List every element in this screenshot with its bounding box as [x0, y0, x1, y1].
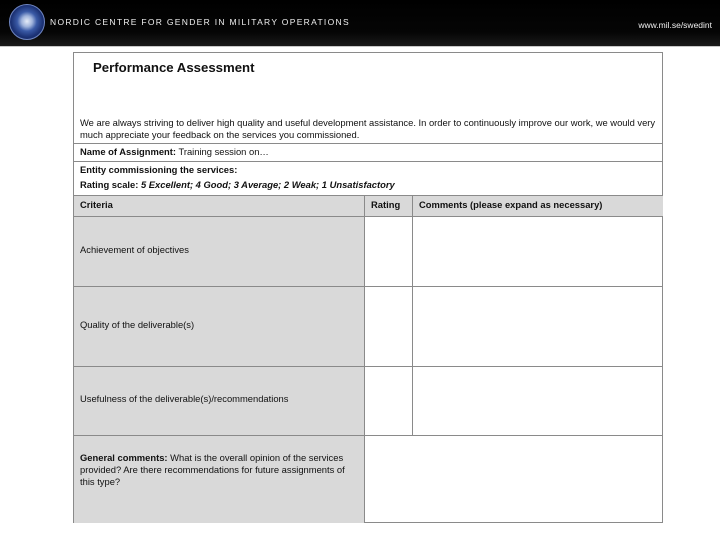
divider: [74, 143, 663, 144]
emblem-logo-icon: [9, 4, 45, 40]
assessment-form: [73, 52, 663, 523]
comments-cell-quality[interactable]: [413, 287, 663, 366]
rating-scale-row: [80, 179, 395, 191]
organization-name: NORDIC CENTRE FOR GENDER IN MILITARY OPERATIONS: [50, 17, 350, 27]
criteria-header: Criteria: [80, 199, 113, 210]
header-bar: [0, 0, 720, 47]
assignment-value: Training session on…: [178, 146, 269, 157]
intro-paragraph: We are always striving to deliver high quality and useful development assistance. In order to continuously improve our work, we would very much appreciate your feedback on the services you commissioned.: [80, 117, 656, 141]
general-comments-text: What is the overall opinion of the services provided? Are there recommendations for future assignments of this type?: [80, 452, 345, 488]
divider: [74, 195, 663, 196]
assignment-label: Name of Assignment:: [80, 146, 177, 157]
website-url[interactable]: www.mil.se/swedint: [638, 20, 712, 30]
comments-cell-objectives[interactable]: [413, 217, 663, 286]
assignment-row: [80, 146, 269, 158]
criteria-quality: Quality of the deliverable(s): [80, 319, 195, 330]
general-comments-label: General comments:: [80, 452, 168, 463]
criteria-objectives: Achievement of objectives: [80, 244, 189, 255]
rating-header: Rating: [371, 199, 401, 210]
rating-cell-quality[interactable]: [365, 287, 412, 366]
comments-header: Comments (please expand as necessary): [419, 199, 603, 210]
general-comments-cell[interactable]: [365, 436, 663, 523]
rating-scale-label: Rating scale:: [80, 179, 139, 190]
general-comments-prompt: [80, 452, 360, 489]
rating-cell-objectives[interactable]: [365, 217, 412, 286]
rating-cell-usefulness[interactable]: [365, 367, 412, 435]
criteria-usefulness: Usefulness of the deliverable(s)/recommendations: [80, 393, 289, 404]
entity-label: Entity commissioning the services:: [80, 164, 238, 175]
comments-cell-usefulness[interactable]: [413, 367, 663, 435]
form-title: Performance Assessment: [93, 60, 255, 75]
divider: [74, 161, 663, 162]
rating-scale-value: 5 Excellent; 4 Good; 3 Average; 2 Weak; 1 Unsatisfactory: [140, 179, 395, 190]
